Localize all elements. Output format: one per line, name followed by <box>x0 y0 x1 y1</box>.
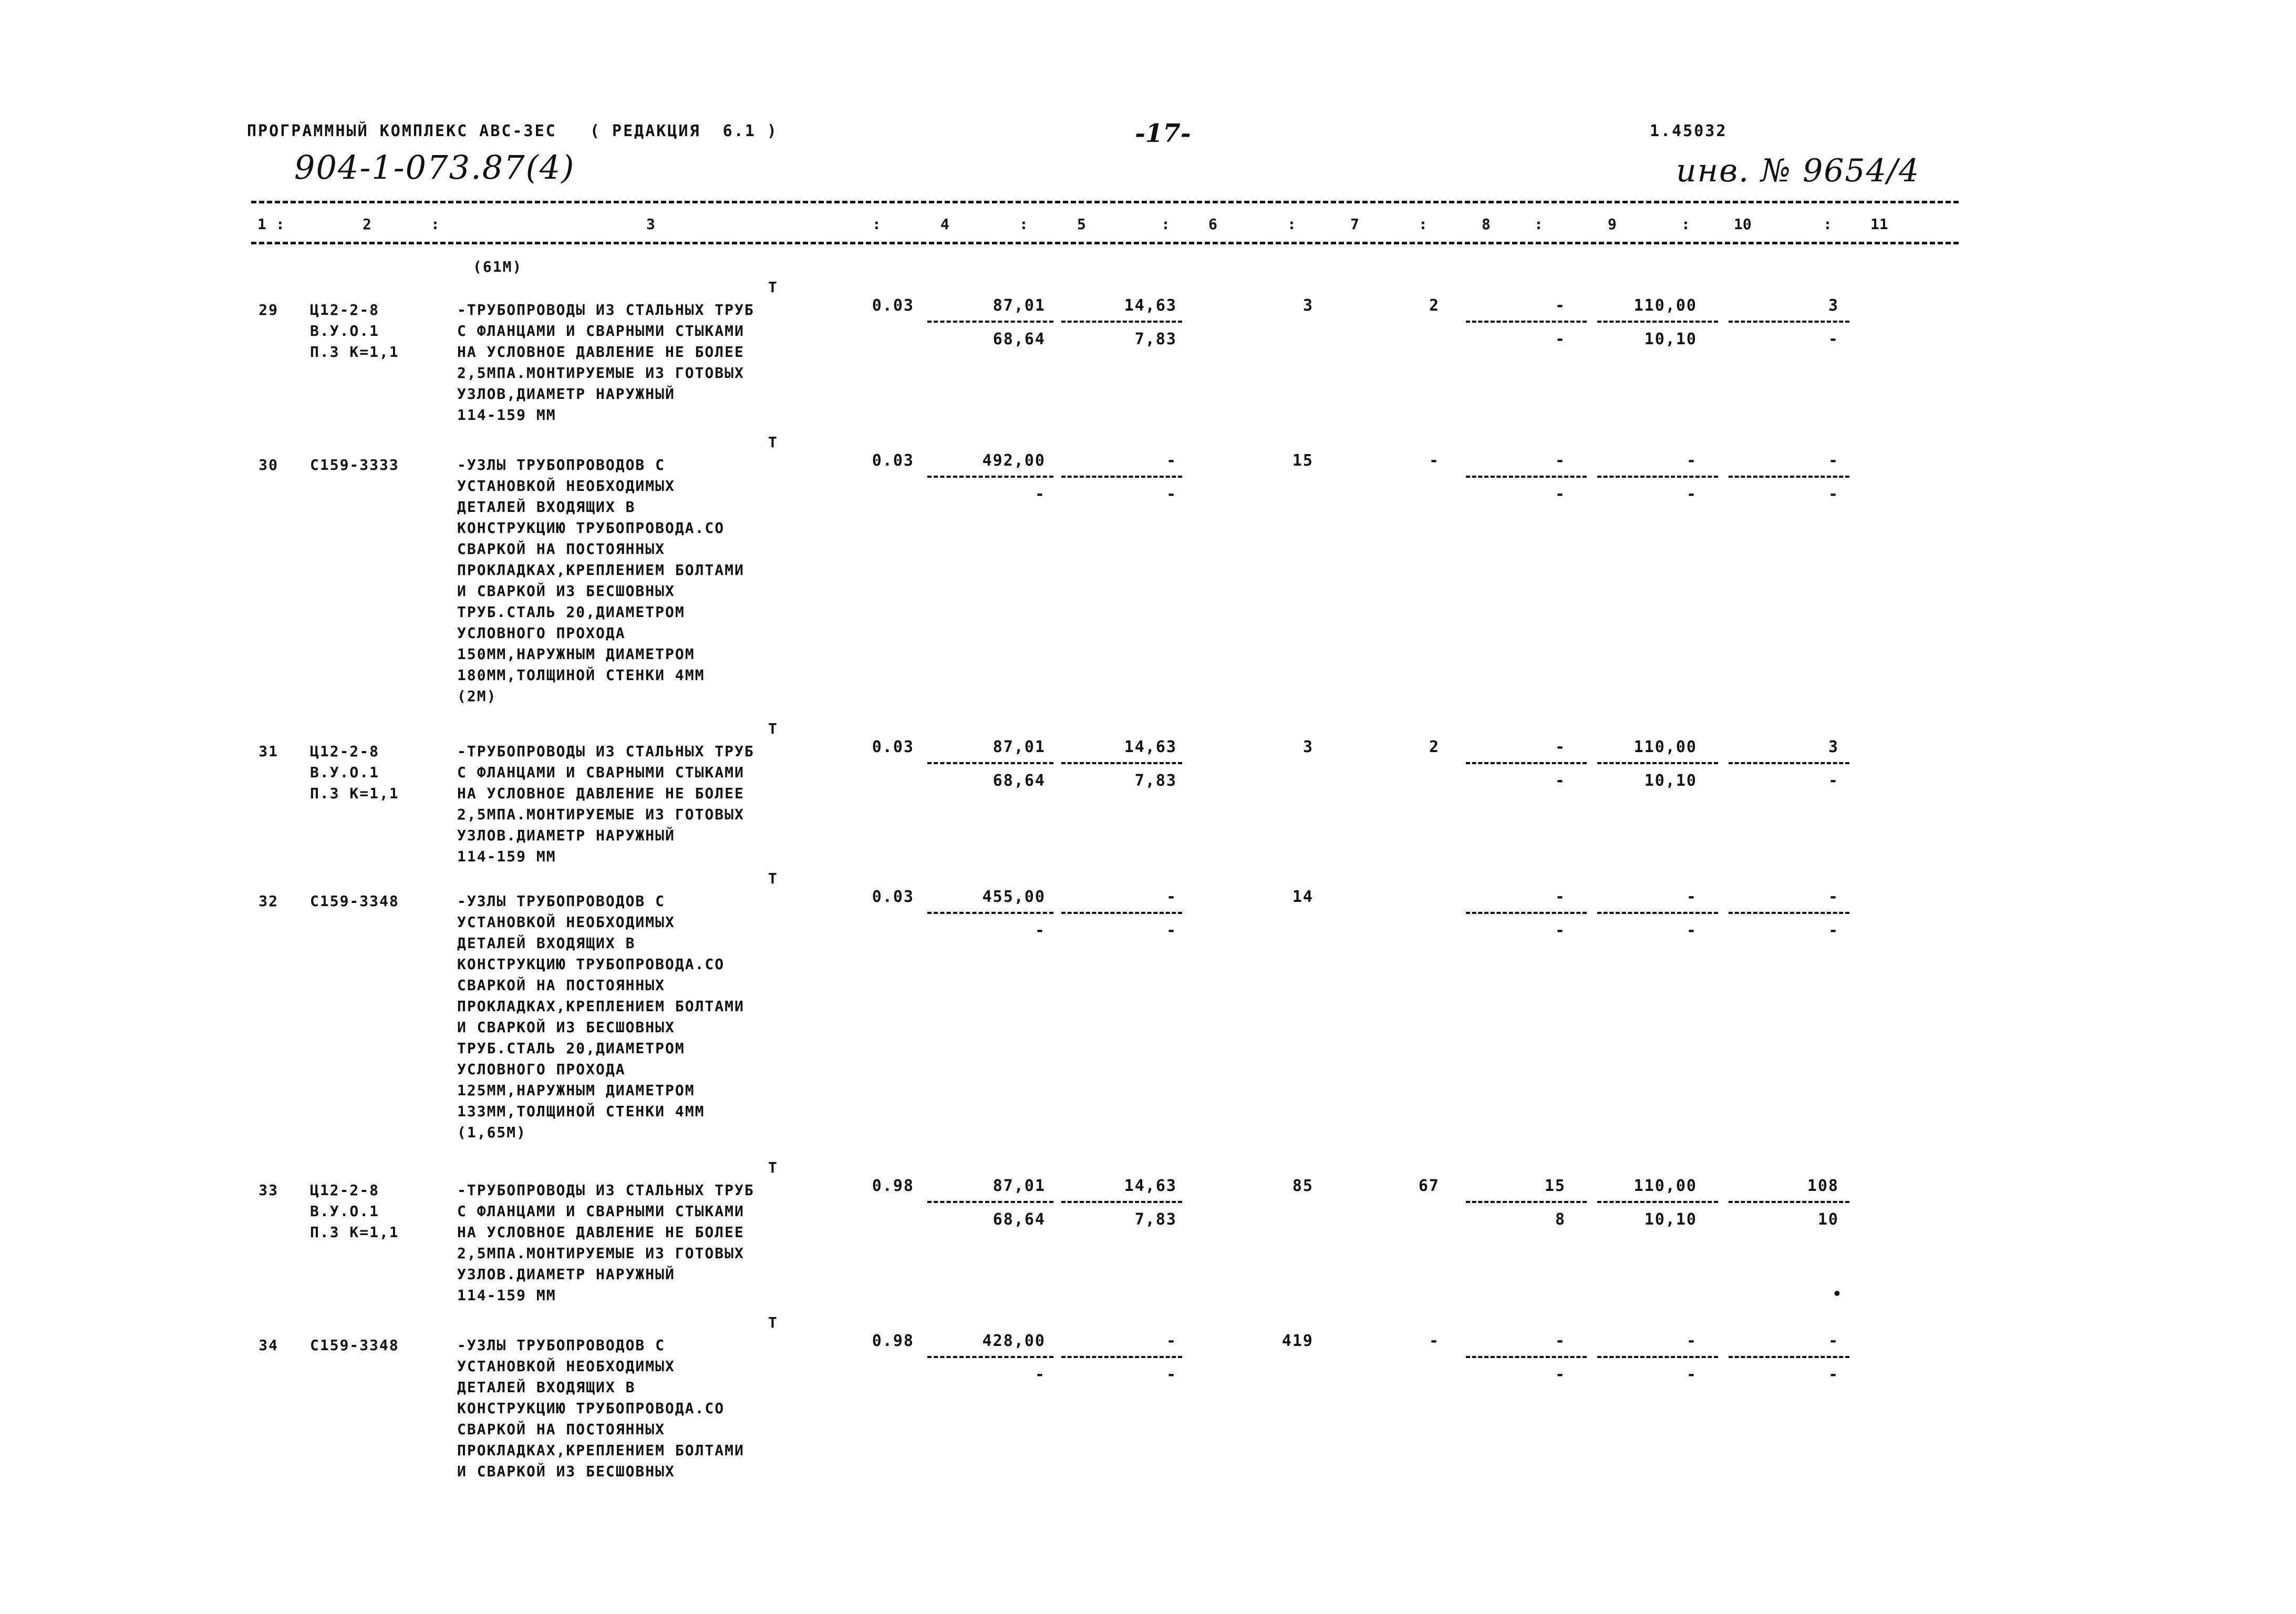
page-number: -17- <box>1135 119 1191 148</box>
work-description: -УЗЛЫ ТРУБОПРОВОДОВ С УСТАНОВКОЙ НЕОБХОДИМЫХ ДЕТАЛЕЙ ВХОДЯЩИХ В КОНСТРУКЦИЮ ТРУБОПРОВОДА.СО СВАРКОЙ НА ПОСТОЯННЫХ ПРОКЛАДКАХ,КРЕПЛЕНИЕМ БОЛТАМИ И СВАРКОЙ ИЗ БЕСШОВНЫХ <box>457 1337 744 1480</box>
value-c11: - <box>1828 888 1839 906</box>
fraction-line-c9 <box>1466 321 1587 323</box>
column-separator: : <box>1681 215 1690 233</box>
row-marker: Т <box>768 720 777 737</box>
value-c10b: - <box>1686 921 1697 940</box>
value-c10b: 10,10 <box>1644 1210 1697 1229</box>
header-rule-top <box>251 201 1959 203</box>
value-c4: 0.03 <box>872 296 914 315</box>
value-c9: - <box>1555 1332 1566 1350</box>
work-description: -ТРУБОПРОВОДЫ ИЗ СТАЛЬНЫХ ТРУБ С ФЛАНЦАМИ И СВАРНЫМИ СТЫКАМИ НА УСЛОВНОЕ ДАВЛЕНИЕ НЕ БОЛЕЕ 2,5МПА.МОНТИРУЕМЫЕ ИЗ ГОТОВЫХ УЗЛОВ.ДИАМЕТР НАРУЖНЫЙ 114-159 ММ <box>457 1181 754 1304</box>
value-c6b: 7,83 <box>1134 330 1177 348</box>
fraction-line-c9 <box>1466 476 1587 478</box>
value-c6: - <box>1166 1332 1177 1350</box>
column-separator: : <box>1534 215 1543 233</box>
value-c10b: 10,10 <box>1644 772 1697 790</box>
fraction-line-c5 <box>927 1201 1053 1203</box>
value-c10: 110,00 <box>1633 738 1697 756</box>
value-c9: - <box>1555 738 1566 756</box>
value-c5b: 68,64 <box>992 772 1046 790</box>
fraction-line-c6 <box>1061 912 1182 914</box>
value-c11: 108 <box>1807 1177 1839 1195</box>
fraction-line-c10 <box>1597 1356 1718 1358</box>
column-separator: : <box>431 215 440 233</box>
value-c10: - <box>1686 451 1697 470</box>
continuation-note: (61М) <box>473 258 523 275</box>
value-c6: 14,63 <box>1124 1177 1177 1195</box>
value-c10b: 10,10 <box>1644 330 1697 348</box>
value-c4: 0.03 <box>872 888 914 906</box>
header-rule-bottom <box>251 242 1959 244</box>
document-number: 1.45032 <box>1650 122 1728 140</box>
value-c9b: - <box>1555 772 1566 790</box>
value-c5: 87,01 <box>992 1177 1046 1195</box>
work-description: -ТРУБОПРОВОДЫ ИЗ СТАЛЬНЫХ ТРУБ С ФЛАНЦАМИ И СВАРНЫМИ СТЫКАМИ НА УСЛОВНОЕ ДАВЛЕНИЕ НЕ БОЛЕЕ 2,5МПА.МОНТИРУЕМЫЕ ИЗ ГОТОВЫХ УЗЛОВ.ДИАМЕТР НАРУЖНЫЙ 114-159 ММ <box>457 743 754 865</box>
column-header: 4 <box>940 215 949 233</box>
row-number: 33 <box>258 1181 278 1199</box>
value-c7: 3 <box>1302 296 1314 315</box>
row-number: 34 <box>258 1337 278 1354</box>
value-c8: 2 <box>1429 296 1440 315</box>
value-c11: 3 <box>1828 296 1839 315</box>
value-c5b: 68,64 <box>992 1210 1046 1229</box>
fraction-line-c9 <box>1466 1201 1587 1203</box>
column-header: 6 <box>1208 215 1217 233</box>
work-description: -ТРУБОПРОВОДЫ ИЗ СТАЛЬНЫХ ТРУБ С ФЛАНЦАМИ И СВАРНЫМИ СТЫКАМИ НА УСЛОВНОЕ ДАВЛЕНИЕ НЕ БОЛЕЕ 2,5МПА.МОНТИРУЕМЫЕ ИЗ ГОТОВЫХ УЗЛОВ,ДИАМЕТР НАРУЖНЫЙ 114-159 ММ <box>457 301 754 424</box>
value-c6b: - <box>1166 485 1177 503</box>
fraction-line-c6 <box>1061 321 1182 323</box>
value-c11: 3 <box>1828 738 1839 756</box>
value-c8: - <box>1429 1332 1440 1350</box>
value-c6: - <box>1166 451 1177 470</box>
fraction-line-c5 <box>927 321 1053 323</box>
value-c10: 110,00 <box>1633 296 1697 315</box>
value-c9: - <box>1555 888 1566 906</box>
fraction-line-c5 <box>927 912 1053 914</box>
value-c5: 87,01 <box>992 296 1046 315</box>
value-c7: 419 <box>1281 1332 1314 1350</box>
fraction-line-c6 <box>1061 1201 1182 1203</box>
value-c6: - <box>1166 888 1177 906</box>
document-code: 904-1-073.87(4) <box>294 148 575 187</box>
fraction-line-c6 <box>1061 1356 1182 1358</box>
value-c11b: - <box>1828 485 1839 503</box>
row-number: 29 <box>258 301 278 318</box>
value-c7: 3 <box>1302 738 1314 756</box>
column-header: 8 <box>1482 215 1491 233</box>
value-c6: 14,63 <box>1124 296 1177 315</box>
value-c9: - <box>1555 451 1566 470</box>
value-c10: - <box>1686 888 1697 906</box>
column-separator: : <box>1287 215 1296 233</box>
value-c10: 110,00 <box>1633 1177 1697 1195</box>
column-header: 11 <box>1870 215 1888 233</box>
work-description: -УЗЛЫ ТРУБОПРОВОДОВ С УСТАНОВКОЙ НЕОБХОДИМЫХ ДЕТАЛЕЙ ВХОДЯЩИХ В КОНСТРУКЦИЮ ТРУБОПРОВОДА.СО СВАРКОЙ НА ПОСТОЯННЫХ ПРОКЛАДКАХ,КРЕПЛЕНИЕМ БОЛТАМИ И СВАРКОЙ ИЗ БЕСШОВНЫХ ТРУБ.СТАЛЬ 20,ДИАМЕТРОМ УСЛОВНОГО ПРОХОДА 150ММ,НАРУЖНЫМ ДИАМЕТРОМ 180ММ,ТОЛЩИНОЙ СТЕНКИ 4ММ (2М) <box>457 456 744 705</box>
value-c6b: - <box>1166 1365 1177 1384</box>
value-c11b: - <box>1828 772 1839 790</box>
value-c9: 15 <box>1544 1177 1566 1195</box>
value-c5: 87,01 <box>992 738 1046 756</box>
row-number: 31 <box>258 743 278 760</box>
value-c6b: 7,83 <box>1134 772 1177 790</box>
value-c5: 492,00 <box>982 451 1046 470</box>
column-separator: : <box>276 215 285 233</box>
fraction-line-c5 <box>927 476 1053 478</box>
value-c7: 14 <box>1292 888 1314 906</box>
trailing-mark: • <box>1833 1285 1842 1302</box>
value-c11b: - <box>1828 330 1839 348</box>
fraction-line-c5 <box>927 762 1053 764</box>
value-c5b: 68,64 <box>992 330 1046 348</box>
value-c11: - <box>1828 1332 1839 1350</box>
fraction-line-c11 <box>1729 1201 1849 1203</box>
value-c5: 455,00 <box>982 888 1046 906</box>
value-c11b: - <box>1828 1365 1839 1384</box>
column-separator: : <box>1419 215 1428 233</box>
norm-code: С159-3348 <box>310 892 399 910</box>
value-c10: - <box>1686 1332 1697 1350</box>
fraction-line-c6 <box>1061 762 1182 764</box>
value-c5b: - <box>1035 921 1046 940</box>
norm-ref: В.У.О.1 <box>310 322 380 340</box>
value-c5b: - <box>1035 485 1046 503</box>
value-c6b: 7,83 <box>1134 1210 1177 1229</box>
fraction-line-c10 <box>1597 1201 1718 1203</box>
row-marker: Т <box>768 1314 777 1331</box>
norm-coef: П.3 К=1,1 <box>310 785 399 802</box>
work-description: -УЗЛЫ ТРУБОПРОВОДОВ С УСТАНОВКОЙ НЕОБХОДИМЫХ ДЕТАЛЕЙ ВХОДЯЩИХ В КОНСТРУКЦИЮ ТРУБОПРОВОДА.СО СВАРКОЙ НА ПОСТОЯННЫХ ПРОКЛАДКАХ,КРЕПЛЕНИЕМ БОЛТАМИ И СВАРКОЙ ИЗ БЕСШОВНЫХ ТРУБ.СТАЛЬ 20,ДИАМЕТРОМ УСЛОВНОГО ПРОХОДА 125ММ,НАРУЖНЫМ ДИАМЕТРОМ 133ММ,ТОЛЩИНОЙ СТЕНКИ 4ММ (1,65М) <box>457 892 744 1141</box>
value-c9b: - <box>1555 1365 1566 1384</box>
column-separator: : <box>1019 215 1028 233</box>
norm-ref: В.У.О.1 <box>310 1202 380 1220</box>
norm-coef: П.3 К=1,1 <box>310 1224 399 1241</box>
program-header: ПРОГРАММНЫЙ КОМПЛЕКС АВС-3ЕС ( РЕДАКЦИЯ 6.1 ) <box>247 122 778 140</box>
fraction-line-c11 <box>1729 912 1849 914</box>
column-header: 5 <box>1077 215 1086 233</box>
value-c9b: - <box>1555 330 1566 348</box>
column-header: 9 <box>1608 215 1617 233</box>
fraction-line-c10 <box>1597 321 1718 323</box>
value-c9b: - <box>1555 921 1566 940</box>
norm-code: С159-3348 <box>310 1337 399 1354</box>
norm-coef: П.3 К=1,1 <box>310 343 399 361</box>
value-c7: 85 <box>1292 1177 1314 1195</box>
column-separator: : <box>872 215 881 233</box>
row-marker: Т <box>768 870 777 887</box>
fraction-line-c10 <box>1597 762 1718 764</box>
column-separator: : <box>1161 215 1170 233</box>
row-number: 32 <box>258 892 278 910</box>
column-header: 2 <box>363 215 371 233</box>
norm-code: Ц12-2-8 <box>310 301 380 318</box>
fraction-line-c10 <box>1597 476 1718 478</box>
value-c8: 67 <box>1418 1177 1440 1195</box>
value-c9b: - <box>1555 485 1566 503</box>
column-header: 3 <box>646 215 655 233</box>
value-c6: 14,63 <box>1124 738 1177 756</box>
norm-ref: В.У.О.1 <box>310 764 380 781</box>
value-c8: - <box>1429 451 1440 470</box>
column-header: 10 <box>1734 215 1752 233</box>
fraction-line-c5 <box>927 1356 1053 1358</box>
fraction-line-c11 <box>1729 762 1849 764</box>
fraction-line-c11 <box>1729 1356 1849 1358</box>
row-marker: Т <box>768 279 777 296</box>
value-c8: 2 <box>1429 738 1440 756</box>
column-separator: : <box>1823 215 1832 233</box>
value-c4: 0.98 <box>872 1332 914 1350</box>
value-c4: 0.03 <box>872 738 914 756</box>
value-c7: 15 <box>1292 451 1314 470</box>
norm-code: Ц12-2-8 <box>310 1181 380 1199</box>
value-c11: - <box>1828 451 1839 470</box>
row-number: 30 <box>258 456 278 474</box>
fraction-line-c11 <box>1729 321 1849 323</box>
row-marker: Т <box>768 1159 777 1176</box>
fraction-line-c9 <box>1466 912 1587 914</box>
fraction-line-c9 <box>1466 762 1587 764</box>
value-c4: 0.98 <box>872 1177 914 1195</box>
column-header: 7 <box>1350 215 1359 233</box>
fraction-line-c11 <box>1729 476 1849 478</box>
value-c10b: - <box>1686 1365 1697 1384</box>
value-c5b: - <box>1035 1365 1046 1384</box>
value-c11b: - <box>1828 921 1839 940</box>
row-marker: Т <box>768 434 777 451</box>
value-c4: 0.03 <box>872 451 914 470</box>
norm-code: С159-3333 <box>310 456 399 474</box>
column-header: 1 <box>257 215 266 233</box>
fraction-line-c10 <box>1597 912 1718 914</box>
value-c6b: - <box>1166 921 1177 940</box>
value-c10b: - <box>1686 485 1697 503</box>
value-c9b: 8 <box>1555 1210 1566 1229</box>
value-c11b: 10 <box>1817 1210 1839 1229</box>
inventory-number: инв. № 9654/4 <box>1676 152 1920 189</box>
value-c9: - <box>1555 296 1566 315</box>
fraction-line-c6 <box>1061 476 1182 478</box>
value-c5: 428,00 <box>982 1332 1046 1350</box>
fraction-line-c9 <box>1466 1356 1587 1358</box>
norm-code: Ц12-2-8 <box>310 743 380 760</box>
